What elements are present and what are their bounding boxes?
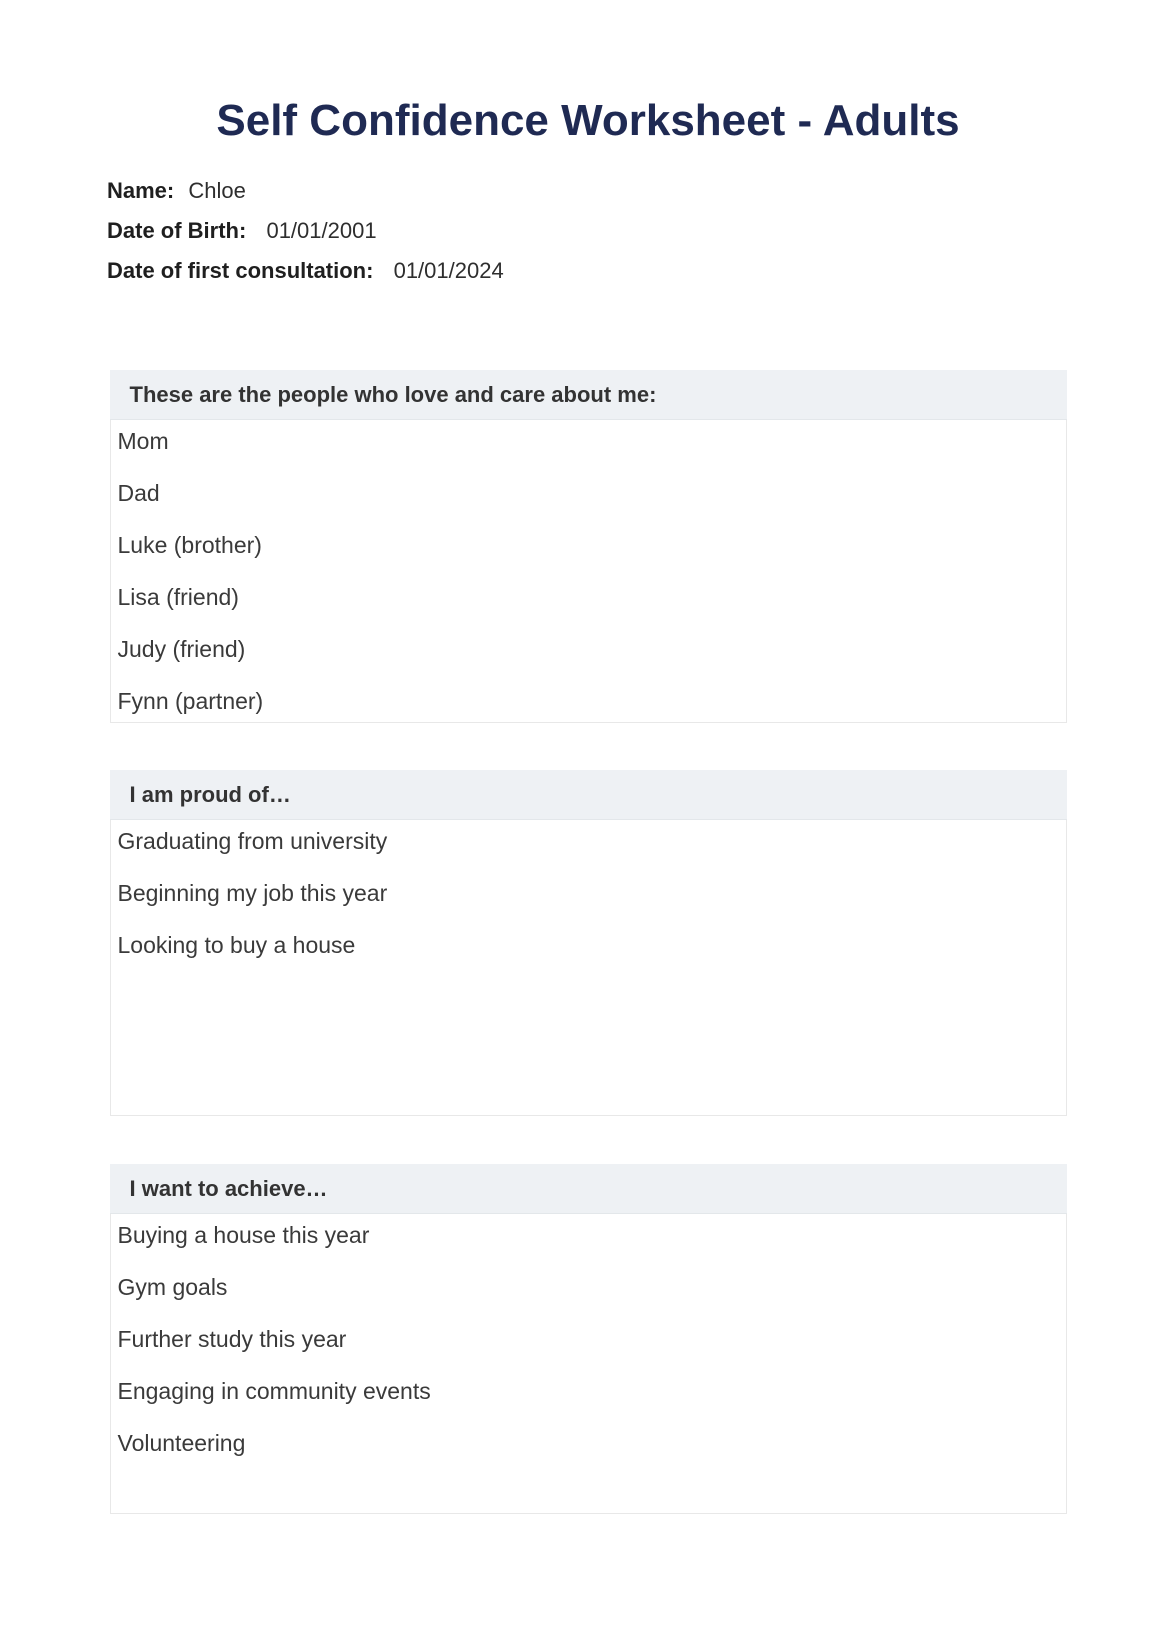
list-item: Engaging in community events [117, 1378, 431, 1404]
section-header-label: These are the people who love and care about me: [129, 381, 657, 407]
list-item: Judy (friend) [117, 636, 246, 662]
list-item: Dad [117, 480, 160, 506]
section-header [110, 370, 1067, 420]
field-name-label: Name: [107, 178, 175, 203]
list-item: Beginning my job this year [117, 880, 388, 906]
field-date-of-birth [107, 218, 1176, 244]
list-item: Mom [117, 428, 169, 454]
page-title: Self Confidence Worksheet - Adults [216, 96, 960, 145]
list-item: Buying a house this year [117, 1222, 370, 1248]
field-name [107, 178, 1176, 204]
list-item: Lisa (friend) [117, 584, 239, 610]
list-item: Looking to buy a house [117, 932, 356, 958]
section-people-who-care [110, 370, 1067, 723]
list-item: Graduating from university [117, 828, 388, 854]
field-consultation-value: 01/01/2024 [393, 258, 504, 283]
field-first-consultation [107, 258, 1176, 284]
section-want-to-achieve [110, 1164, 1067, 1514]
field-consultation-label: Date of first consultation: [107, 258, 374, 283]
list-item: Fynn (partner) [117, 688, 264, 714]
section-header [110, 770, 1067, 820]
list-item: Luke (brother) [117, 532, 262, 558]
section-body [110, 820, 1067, 1116]
section-body [110, 420, 1067, 723]
section-header-label: I am proud of… [129, 781, 291, 807]
field-dob-label: Date of Birth: [107, 218, 247, 243]
section-proud-of [110, 770, 1067, 1116]
list-item: Further study this year [117, 1326, 347, 1352]
list-item: Volunteering [117, 1430, 246, 1456]
field-name-value: Chloe [188, 178, 246, 203]
section-body [110, 1214, 1067, 1514]
section-header-label: I want to achieve… [129, 1175, 328, 1201]
field-dob-value: 01/01/2001 [266, 218, 377, 243]
section-header [110, 1164, 1067, 1214]
client-fields [107, 178, 1176, 284]
list-item: Gym goals [117, 1274, 228, 1300]
